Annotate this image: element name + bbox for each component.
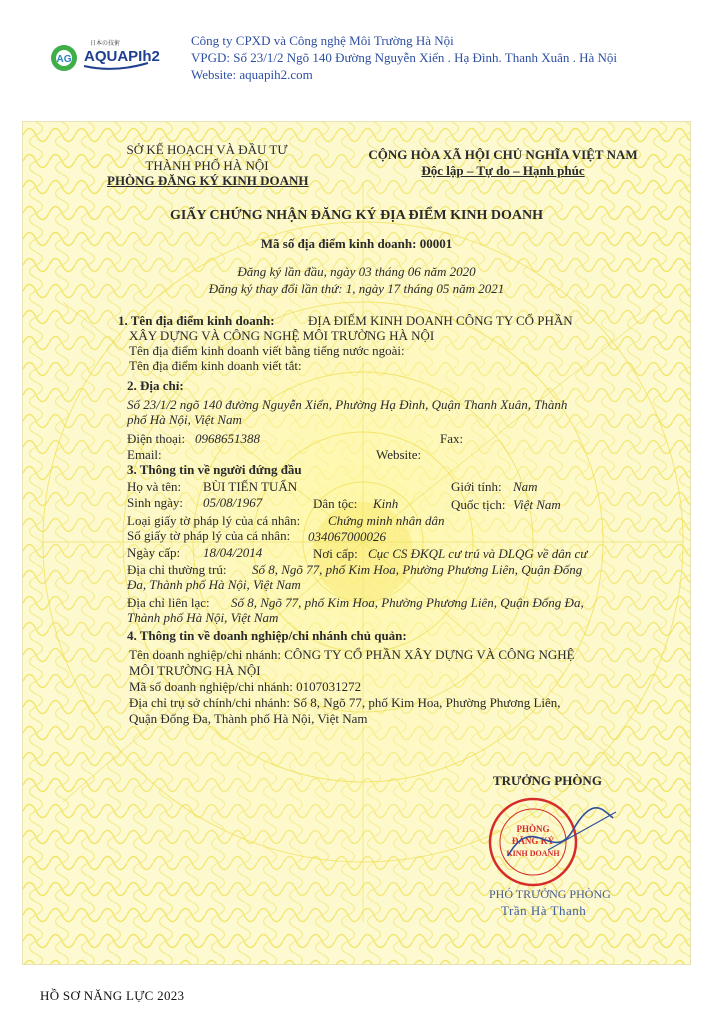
ethnicity-value: Kinh [373,496,399,511]
nationality-label: Quốc tịch: [451,497,506,512]
company-website[interactable]: Website: aquapih2.com [191,67,313,82]
section2-heading: 2. Địa chỉ: [127,378,184,393]
foreign-name-label: Tên địa điểm kinh doanh viết bằng tiếng nước ngoài: [129,343,405,358]
signer-name: Trần Hà Thanh [501,903,587,918]
address-line1: Số 23/1/2 ngõ 140 đường Nguyễn Xiển, Phường Hạ Đình, Quận Thanh Xuân, Thành [127,397,568,412]
republic-title: CỘNG HÒA XÃ HỘI CHỦ NGHĨA VIỆT NAM [368,147,638,162]
company-logo [44,33,164,83]
contact-address-line1: Số 8, Ngõ 77, phố Kim Hoa, Phường Phương Liên, Quận Đống Đa, [231,595,584,610]
enterprise-code: Mã số doanh nghiệp/chi nhánh: 0107031272 [129,679,362,694]
enterprise-name-line1: Tên doanh nghiệp/chi nhánh: CÔNG TY CỔ PHẦN XÂY DỰNG VÀ CÔNG NGHỆ [129,647,575,662]
company-name: Công ty CPXD và Công nghệ Môi Trường Hà Nội [191,33,454,48]
holder-name: BÙI TIẾN TUẤN [203,479,298,494]
issuer-line2: THÀNH PHỐ HÀ NỘI [145,158,269,173]
address-line2: phố Hà Nội, Việt Nam [127,412,242,427]
phone-label: Điện thoại: [127,431,186,446]
issue-date-value: 18/04/2014 [203,545,263,560]
ethnicity-label: Dân tộc: [313,496,358,511]
issue-place-value: Cục CS ĐKQL cư trú và DLQG về dân cư [368,546,588,561]
certificate-title: GIẤY CHỨNG NHẬN ĐĂNG KÝ ĐỊA ĐIỂM KINH DOANH [169,208,544,223]
fax-label: Fax: [440,431,464,446]
republic-motto: Độc lập – Tự do – Hạnh phúc [421,163,585,178]
permanent-address-line1: Số 8, Ngõ 77, phố Kim Hoa, Phường Phương Liên, Quận Đống [252,562,583,577]
section3-heading: 3. Thông tin về người đứng đầu [127,462,302,477]
head-title: TRƯỞNG PHÒNG [493,773,602,788]
stamp-line3: KINH DOANH [506,849,560,858]
id-number-label: Số giấy tờ pháp lý của cá nhân: [127,528,291,543]
section4-heading: 4. Thông tin về doanh nghiệp/chi nhánh chủ quản: [127,628,407,643]
id-type-label: Loại giấy tờ pháp lý của cá nhân: [127,513,301,528]
dob-value: 05/08/1967 [203,495,263,510]
nationality-value: Việt Nam [513,497,561,512]
issuer-line3: PHÒNG ĐĂNG KÝ KINH DOANH [107,173,309,188]
footer-label: HỒ SƠ NĂNG LỰC 2023 [40,988,185,1003]
location-name-line2: XÂY DỰNG VÀ CÔNG NGHỆ MÔI TRƯỜNG HÀ NỘI [129,328,435,343]
location-name-line1: ĐỊA ĐIỂM KINH DOANH CÔNG TY CỔ PHẦN [308,313,573,328]
website-label: Website: [376,447,422,462]
issuer-line1: SỞ KẾ HOẠCH VÀ ĐẦU TƯ [126,142,288,157]
permanent-address-label: Địa chỉ thường trú: [127,562,227,577]
hq-address-line2: Quận Đống Đa, Thành phố Hà Nội, Việt Nam [129,711,368,726]
official-stamp [478,790,618,894]
business-certificate [22,121,691,965]
permanent-address-line2: Đa, Thành phố Hà Nội, Việt Nam [127,577,301,592]
first-registration: Đăng ký lần đầu, ngày 03 tháng 06 năm 2020 [237,264,476,279]
office-address: VPGD: Số 23/1/2 Ngõ 140 Đường Nguyễn Xiển . Hạ Đình. Thanh Xuân . Hà Nội [191,50,618,65]
change-registration: Đăng ký thay đổi lần thứ: 1, ngày 17 tháng 05 năm 2021 [208,281,505,296]
id-number-value: 034067000026 [308,529,386,544]
email-label: Email: [127,447,162,462]
issue-date-label: Ngày cấp: [127,545,181,560]
id-type-value: Chứng minh nhân dân [328,513,445,528]
logo-text: AQUAPIh2 [84,48,160,65]
deputy-title: PHÓ TRƯỞNG PHÒNG [489,887,611,901]
holder-name-label: Họ và tên: [127,479,182,494]
dob-label: Sinh ngày: [127,495,183,510]
section1-heading: 1. Tên địa điểm kinh doanh: [118,313,275,328]
logo-badge: AG [56,54,72,65]
enterprise-name-line2: MÔI TRƯỜNG HÀ NỘI [129,663,261,678]
logo-japanese: 日本の技術 [90,40,121,47]
stamp-line2: ĐĂNG KÝ [511,836,555,846]
issue-place-label: Nơi cấp: [313,546,358,561]
location-code: Mã số địa điểm kinh doanh: 00001 [260,236,453,251]
gender-value: Nam [513,479,538,494]
phone-value: 0968651388 [195,431,260,446]
contact-address-line2: Thành phố Hà Nội, Việt Nam [127,610,279,625]
short-name-label: Tên địa điểm kinh doanh viết tắt: [129,358,302,373]
hq-address-line1: Địa chỉ trụ sở chính/chi nhánh: Số 8, Ngõ 77, phố Kim Hoa, Phường Phương Liên, [129,695,561,710]
contact-address-label: Địa chỉ liên lạc: [127,595,210,610]
stamp-line1: PHÒNG [516,824,550,834]
gender-label: Giới tính: [451,479,502,494]
